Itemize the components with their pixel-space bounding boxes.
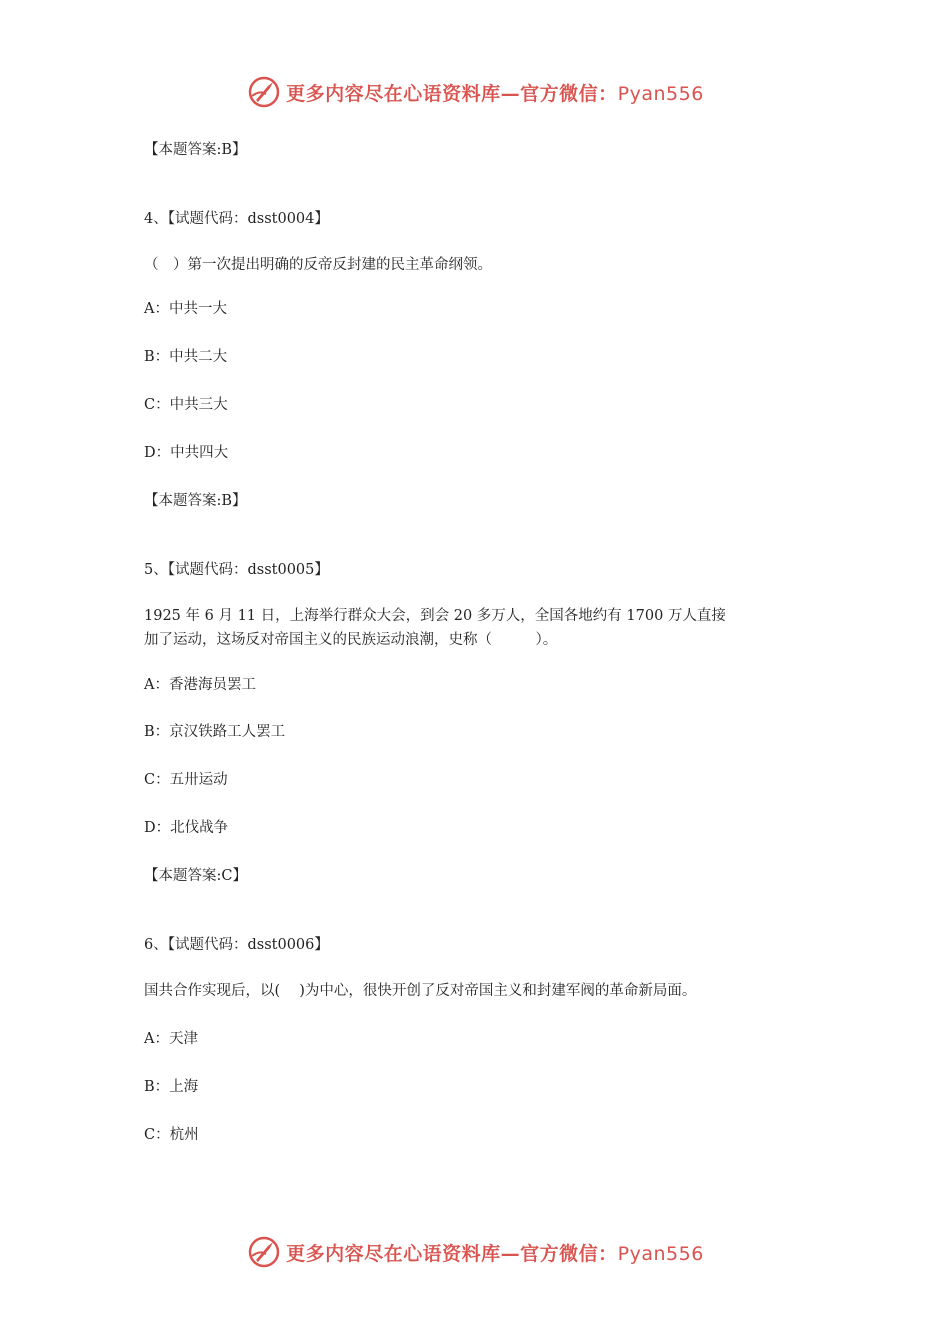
- question-4-option-d: D：中共四大: [144, 445, 229, 461]
- question-5-option-b: B：京汉铁路工人罢工: [144, 724, 286, 740]
- question-6-option-b: B：上海: [144, 1079, 199, 1095]
- question-4-title: 4、【试题代码：dsst0004】: [144, 211, 329, 227]
- question-5-option-a: A：香港海员罢工: [144, 677, 256, 693]
- pen-nib-logo-icon: [246, 1234, 282, 1270]
- question-5-option-c: C：五卅运动: [144, 772, 228, 788]
- header-banner-text: 更多内容尽在心语资料库—官方微信：Pyan556: [286, 82, 704, 105]
- question-4-option-c: C：中共三大: [144, 397, 228, 413]
- question-5-title: 5、【试题代码：dsst0005】: [144, 562, 329, 578]
- answer-3: 【本题答案:B】: [144, 142, 247, 158]
- footer-banner: [0, 1232, 950, 1272]
- question-6-option-a: A：天津: [144, 1031, 198, 1047]
- pen-nib-logo-icon: [246, 74, 282, 110]
- question-6-stem: 国共合作实现后，以( )为中心，很快开创了反对帝国主义和封建军阀的革命新局面。: [144, 983, 697, 999]
- answer-4: 【本题答案:B】: [144, 493, 247, 509]
- question-6-option-c: C：杭州: [144, 1127, 199, 1143]
- question-4-stem: （ ）第一次提出明确的反帝反封建的民主革命纲领。: [144, 257, 492, 273]
- question-5-stem-line-2: 加了运动，这场反对帝国主义的民族运动浪潮，史称（ ）。: [144, 632, 558, 648]
- question-5-stem-line-1: 1925 年 6 月 11 日，上海举行群众大会，到会 20 多万人，全国各地约有 1700 万人直接: [144, 608, 726, 624]
- question-4-option-b: B：中共二大: [144, 349, 228, 365]
- footer-banner-text: 更多内容尽在心语资料库—官方微信：Pyan556: [286, 1242, 704, 1265]
- question-4-option-a: A：中共一大: [144, 301, 227, 317]
- question-5-option-d: D：北伐战争: [144, 820, 229, 836]
- question-6-title: 6、【试题代码：dsst0006】: [144, 937, 329, 953]
- header-banner: [0, 72, 950, 112]
- answer-5: 【本题答案:C】: [144, 868, 247, 884]
